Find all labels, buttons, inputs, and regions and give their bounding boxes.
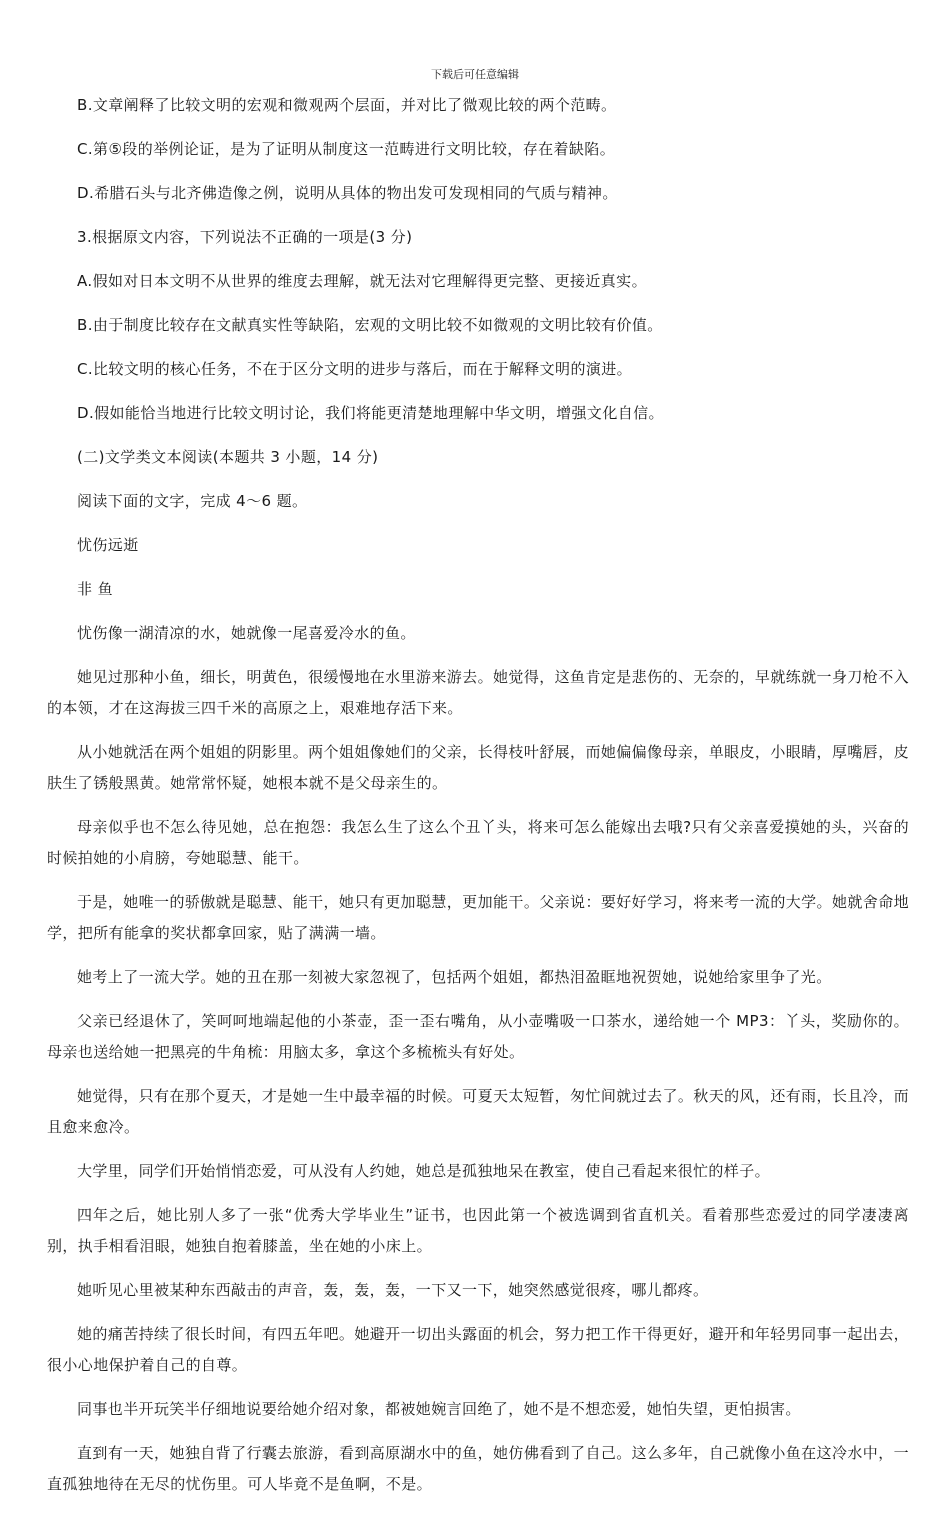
story-paragraph: 四年之后，她比别人多了一张“优秀大学毕业生”证书，也因此第一个被选调到省直机关。看着那些恋爱过的同学凄凄离别，执手相看泪眼，她独自抱着膝盖，坐在她的小床上。 [47,1206,909,1255]
page-header-note: 下载后可任意编辑 [431,68,519,81]
story-paragraph: 同事也半开玩笑半仔细地说要给她介绍对象，都被她婉言回绝了，她不是不想恋爱，她怕失望，更怕损害。 [77,1400,801,1418]
story-paragraph: 她听见心里被某种东西敲击的声音，轰，轰，轰，一下又一下，她突然感觉很疼，哪儿都疼。 [77,1281,709,1299]
reading-instruction: 阅读下面的文字，完成 4～6 题。 [77,492,308,510]
story-paragraph: 她的痛苦持续了很长时间，有四五年吧。她避开一切出头露面的机会，努力把工作干得更好，避开和年轻男同事一起出去，很小心地保护着自己的自尊。 [47,1325,909,1374]
option-c-q2: C.第⑤段的举例论证，是为了证明从制度这一范畴进行文明比较，存在着缺陷。 [77,140,616,158]
story-paragraph: 母亲似乎也不怎么待见她，总在抱怨：我怎么生了这么个丑丫头，将来可怎么能嫁出去哦?只有父亲喜爱摸她的头，兴奋的时候拍她的小肩膀，夸她聪慧、能干。 [47,818,909,867]
section-heading: (二)文学类文本阅读(本题共 3 小题，14 分) [77,448,379,466]
story-paragraph: 父亲已经退休了，笑呵呵地端起他的小茶壶，歪一歪右嘴角，从小壶嘴吸一口茶水，递给她一个 MP3：丫头，奖励你的。母亲也送给她一把黑亮的牛角梳：用脑太多，拿这个多梳梳头有好处。 [47,1012,909,1061]
story-paragraph: 她觉得，只有在那个夏天，才是她一生中最幸福的时候。可夏天太短暂，匆忙间就过去了。秋天的风，还有雨，长且冷，而且愈来愈冷。 [47,1087,909,1136]
option-b-q2: B.文章阐释了比较文明的宏观和微观两个层面，并对比了微观比较的两个范畴。 [77,96,617,114]
story-author: 非 鱼 [77,580,113,598]
story-paragraph: 从小她就活在两个姐姐的阴影里。两个姐姐像她们的父亲，长得枝叶舒展，而她偏偏像母亲，单眼皮，小眼睛，厚嘴唇，皮肤生了锈般黑黄。她常常怀疑，她根本就不是父母亲生的。 [47,743,909,792]
story-paragraph: 忧伤像一湖清凉的水，她就像一尾喜爱冷水的鱼。 [77,624,416,642]
document-body [47,86,909,1513]
story-paragraph: 于是，她唯一的骄傲就是聪慧、能干，她只有更加聪慧，更加能干。父亲说：要好好学习，将来考一流的大学。她就舍命地学，把所有能拿的奖状都拿回家，贴了满满一墙。 [47,893,909,942]
story-paragraph: 她考上了一流大学。她的丑在那一刻被大家忽视了，包括两个姐姐，都热泪盈眶地祝贺她，说她给家里争了光。 [77,968,832,986]
story-paragraph: 直到有一天，她独自背了行囊去旅游，看到高原湖水中的鱼，她仿佛看到了自己。这么多年，自己就像小鱼在这冷水中，一直孤独地待在无尽的忧伤里。可人毕竟不是鱼啊，不是。 [47,1444,909,1493]
option-c-q3: C.比较文明的核心任务，不在于区分文明的进步与落后，而在于解释文明的演进。 [77,360,633,378]
question-3: 3.根据原文内容，下列说法不正确的一项是(3 分) [77,228,413,246]
option-b-q3: B.由于制度比较存在文献真实性等缺陷，宏观的文明比较不如微观的文明比较有价值。 [77,316,663,334]
story-paragraph: 她见过那种小鱼，细长，明黄色，很缓慢地在水里游来游去。她觉得，这鱼肯定是悲伤的、无奈的，早就练就一身刀枪不入的本领，才在这海拔三四千米的高原之上，艰难地存活下来。 [47,668,909,717]
option-d-q3: D.假如能恰当地进行比较文明讨论，我们将能更清楚地理解中华文明，增强文化自信。 [77,404,664,422]
option-d-q2: D.希腊石头与北齐佛造像之例，说明从具体的物出发可发现相同的气质与精神。 [77,184,618,202]
story-title: 忧伤远逝 [77,536,139,554]
option-a-q3: A.假如对日本文明不从世界的维度去理解，就无法对它理解得更完整、更接近真实。 [77,272,647,290]
story-paragraph: 大学里，同学们开始悄悄恋爱，可从没有人约她，她总是孤独地呆在教室，使自己看起来很忙的样子。 [77,1162,771,1180]
